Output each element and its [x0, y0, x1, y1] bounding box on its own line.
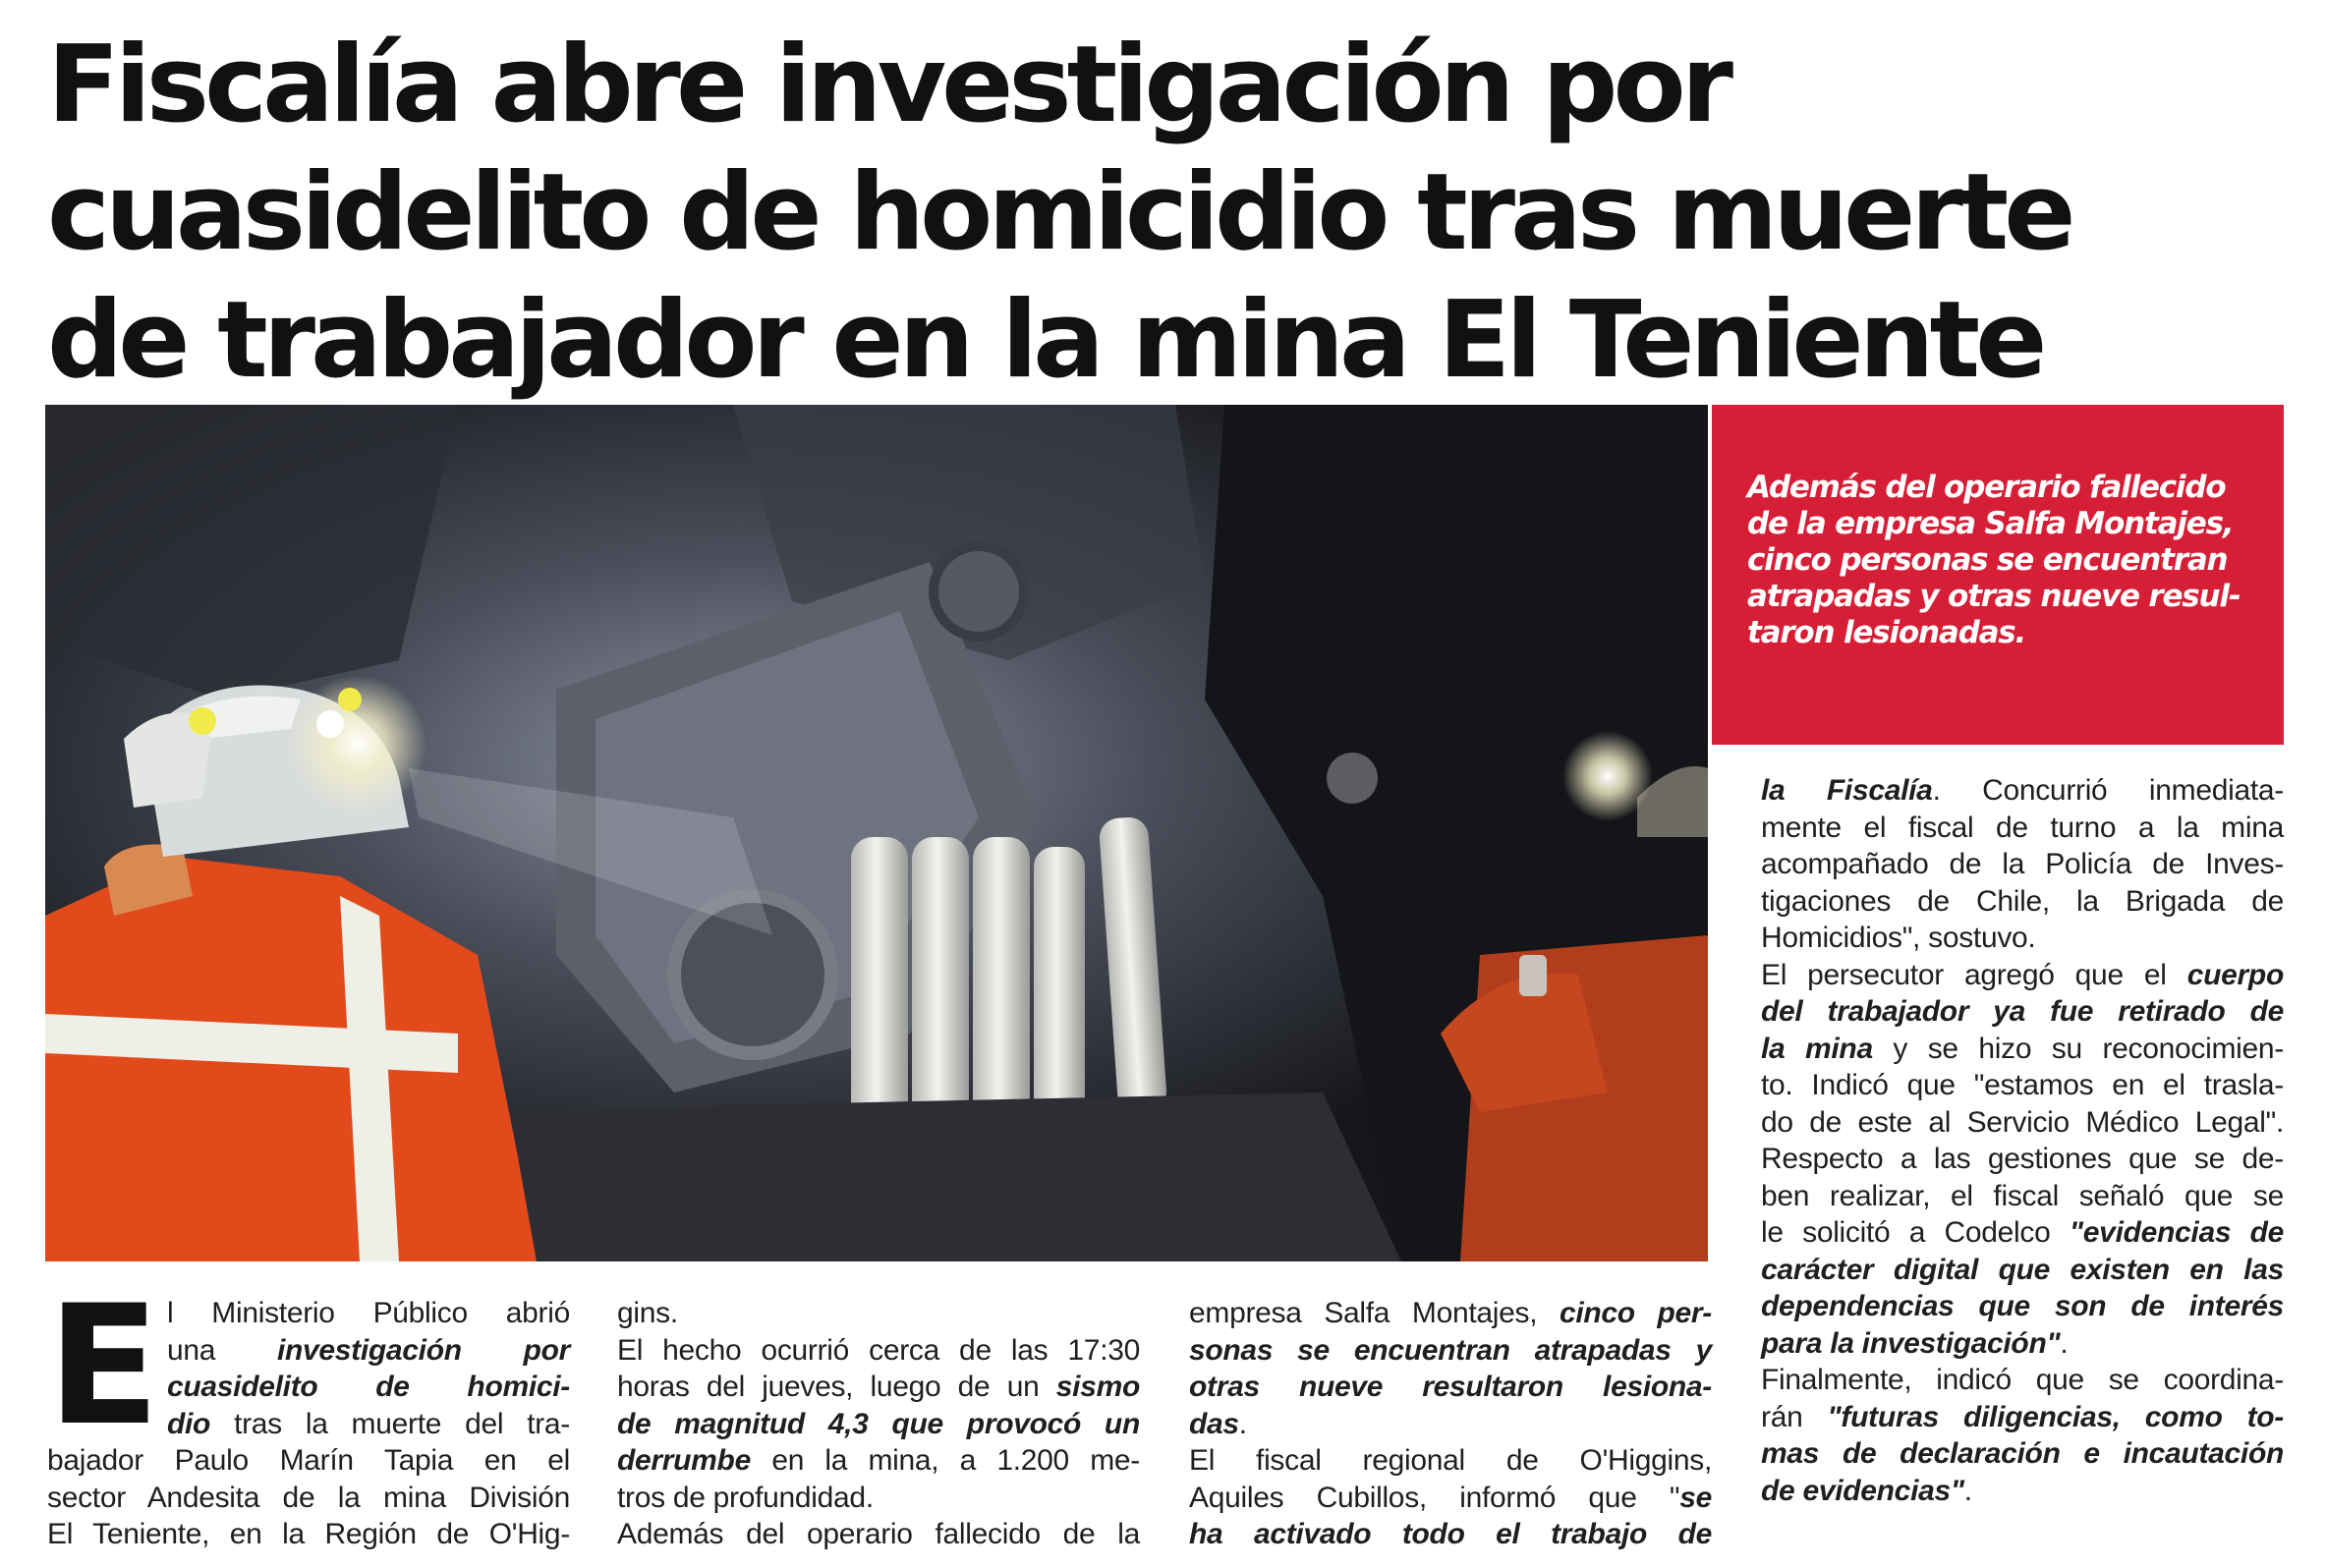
headline	[47, 22, 2288, 405]
callout-line: taron lesionadas.	[1747, 615, 2026, 650]
text-line: Aquiles Cubillos, informó que "se	[1189, 1481, 1712, 1514]
text-line: El Teniente, en la Región de O'Hig-	[47, 1518, 570, 1550]
article-column-3	[1189, 1295, 1712, 1553]
text-line: do de este al Servicio Médico Legal".	[1761, 1105, 2284, 1139]
text-line: de evidencias".	[1761, 1474, 1972, 1507]
text-line: la Fiscalía. Concurrió inmediata-	[1761, 774, 2284, 807]
headline-line-3: de trabajador en la mina El Teniente	[47, 279, 2043, 402]
text-line: horas del jueves, luego de un sismo	[617, 1371, 1141, 1403]
text-line: empresa Salfa Montajes, cinco per-	[1189, 1297, 1712, 1329]
callout-line: atrapadas y otras nueve resul-	[1747, 579, 2241, 614]
text-line: to. Indicó que "estamos en el trasla-	[1761, 1069, 2284, 1101]
text-line: sector Andesita de la mina División	[47, 1481, 570, 1514]
text-line: ha activado todo el trabajo de	[1189, 1518, 1712, 1550]
text-line: gins.	[617, 1297, 678, 1329]
text-line: El fiscal regional de O'Higgins,	[1189, 1444, 1712, 1477]
text-line: de magnitud 4,3 que provocó un	[617, 1407, 1140, 1440]
text-line: para la investigación".	[1761, 1326, 2069, 1360]
text-line: dependencias que son de interés	[1761, 1290, 2284, 1322]
text-line: bajador Paulo Marín Tapia en el	[47, 1444, 570, 1477]
callout-text	[1747, 470, 2254, 651]
text-line: tros de profundidad.	[617, 1481, 874, 1514]
drop-cap: E	[47, 1269, 160, 1462]
text-line: Además del operario fallecido de la	[617, 1518, 1140, 1550]
article-column-2	[617, 1295, 1140, 1553]
text-line: l Ministerio Público abrió	[167, 1297, 570, 1329]
text-line: El persecutor agregó que el cuerpo	[1761, 958, 2284, 991]
text-line: mas de declaración e incautación	[1761, 1437, 2284, 1470]
text-line: cuasidelito de homici-	[167, 1371, 570, 1403]
text-line: Finalmente, indicó que se coordina-	[1761, 1364, 2284, 1396]
text-line: das.	[1189, 1407, 1247, 1440]
text-line: Homicidios", sostuvo.	[1761, 922, 2036, 954]
callout-line: cinco personas se encuentran	[1747, 542, 2228, 578]
text-line: una investigación por	[167, 1333, 570, 1367]
text-line: El hecho ocurrió cerca de las 17:30	[617, 1333, 1140, 1367]
callout-line: de la empresa Salfa Montajes,	[1747, 506, 2234, 541]
text-line: sonas se encuentran atrapadas y	[1189, 1333, 1712, 1367]
text-line: ben realizar, el fiscal señaló que se	[1761, 1179, 2284, 1212]
mine-rescue-photo	[45, 405, 1708, 1261]
text-line: mente el fiscal de turno a la mina	[1761, 811, 2284, 844]
text-line: acompañado de la Policía de Inves-	[1761, 848, 2284, 880]
headline-line-1: Fiscalía abre investigación por	[47, 24, 1729, 146]
text-line: otras nueve resultaron lesiona-	[1189, 1371, 1712, 1403]
gas-cylinders	[851, 816, 1167, 1142]
text-line: Respecto a las gestiones que se de-	[1761, 1143, 2284, 1175]
article-column-1	[47, 1269, 570, 1553]
callout-box	[1712, 405, 2284, 745]
text-line: derrumbe en la mina, a 1.200 me-	[617, 1444, 1140, 1477]
article-column-4	[1761, 772, 2284, 1509]
text-line: carácter digital que existen en las	[1761, 1253, 2284, 1286]
text-line: la mina y se hizo su reconocimien-	[1761, 1032, 2284, 1065]
headline-line-2: cuasidelito de homicidio tras muerte	[47, 151, 2071, 274]
text-line: dio tras la muerte del tra-	[167, 1407, 570, 1440]
text-line: del trabajador ya fue retirado de	[1761, 995, 2284, 1028]
callout-line: Además del operario fallecido	[1747, 470, 2226, 505]
text-line: le solicitó a Codelco "evidencias de	[1761, 1216, 2284, 1249]
text-line: rán "futuras diligencias, como to-	[1761, 1400, 2284, 1433]
text-line: tigaciones de Chile, la Brigada de	[1761, 884, 2284, 918]
